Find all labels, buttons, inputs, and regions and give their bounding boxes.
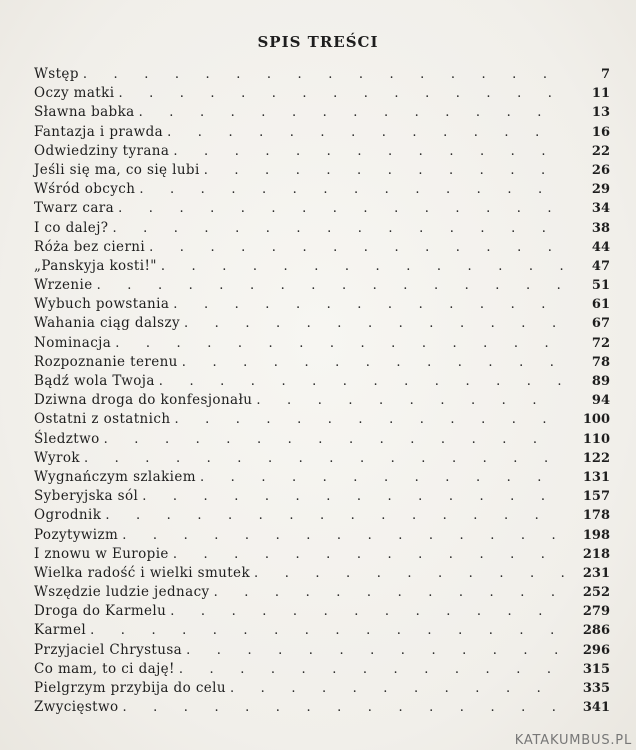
toc-entry-title: Rozpoznanie terenu — [34, 353, 178, 370]
toc-entry — [34, 488, 610, 507]
dot-leader — [112, 222, 564, 235]
dot-leader — [104, 433, 564, 446]
toc-entry-title: I co dalej? — [34, 219, 109, 236]
toc-entry-page: 286 — [582, 623, 610, 639]
dot-leader — [174, 413, 564, 426]
toc-entry-page: 198 — [582, 527, 610, 543]
toc-entry-title: Pielgrzym przybija do celu — [34, 680, 226, 696]
dot-leader — [182, 356, 564, 369]
dot-leader — [173, 145, 564, 158]
toc-entry — [34, 469, 610, 488]
toc-entry-title: Jeśli się ma, co się lubi — [34, 161, 200, 178]
toc-entry — [34, 661, 610, 680]
toc-entry — [34, 239, 610, 258]
toc-entry-title: I znowu w Europie — [34, 545, 169, 562]
toc-entry-page: 335 — [582, 681, 610, 696]
toc-entry-title: Róża bez cierni — [34, 238, 146, 255]
toc-entry-page: 34 — [591, 201, 610, 217]
toc-entry-title: Oczy matki — [34, 85, 115, 102]
toc-entry — [34, 680, 610, 699]
toc-entry — [34, 411, 610, 430]
dot-leader — [204, 164, 564, 177]
toc-entry — [34, 392, 610, 411]
dot-leader — [170, 605, 564, 618]
toc-entry-page: 157 — [582, 489, 610, 505]
toc-entry-title: Syberyjska sól — [34, 488, 139, 505]
toc-entry — [34, 315, 610, 334]
toc-entry — [34, 373, 610, 392]
toc-entry-title: Wstęp — [34, 66, 79, 82]
dot-leader — [159, 375, 564, 388]
dot-leader — [254, 567, 564, 580]
toc-entry — [34, 450, 610, 469]
toc-entry-title: Ogrodnik — [34, 507, 102, 524]
toc-entry-title: Dziwna droga do konfesjonału — [34, 392, 253, 409]
toc-entry-title: Karmel — [34, 622, 87, 639]
toc-entry — [34, 584, 610, 603]
dot-leader — [200, 471, 564, 484]
toc-entry-page: 341 — [582, 700, 610, 716]
toc-entry-page: 47 — [591, 258, 610, 274]
toc-entry — [34, 296, 610, 315]
toc-entry — [34, 143, 610, 162]
toc-entry — [34, 162, 610, 181]
dot-leader — [149, 241, 564, 254]
toc-entry-page: 218 — [582, 546, 610, 562]
toc-entry-page: 13 — [591, 105, 610, 121]
toc-entry — [34, 200, 610, 219]
toc-entry-title: Wahania ciąg dalszy — [34, 315, 180, 332]
dot-leader — [142, 490, 564, 503]
toc-entry-title: Pozytywizm — [34, 526, 119, 543]
dot-leader — [84, 452, 564, 465]
dot-leader — [186, 644, 564, 657]
toc-entry-title: Wybuch powstania — [34, 296, 170, 313]
toc-entry-title: Śledztwo — [34, 430, 100, 447]
dot-leader — [115, 337, 564, 350]
toc-entry-page: 29 — [591, 182, 610, 198]
toc-entry-title: Bądź wola Twoja — [34, 373, 155, 389]
toc-entry — [34, 546, 610, 565]
toc-entry-page: 51 — [591, 278, 610, 294]
toc-entry-page: 231 — [582, 565, 610, 581]
toc-entry-page: 100 — [582, 412, 610, 428]
toc-entry — [34, 622, 610, 641]
toc-entry-title: Odwiedziny tyrana — [34, 142, 170, 159]
toc-entry-title: Co mam, to ci daję! — [34, 660, 175, 677]
toc-entry-title: Wielka radość i wielki smutek — [34, 564, 251, 581]
dot-leader — [118, 202, 564, 215]
toc-entry-page: 315 — [582, 661, 610, 677]
toc-entry-page: 131 — [582, 469, 610, 485]
toc-entry-title: Nominacja — [34, 334, 112, 351]
dot-leader — [97, 279, 564, 292]
dot-leader — [230, 682, 564, 695]
toc-entry-title: Wrzenie — [34, 277, 93, 294]
dot-leader — [161, 260, 564, 273]
dot-leader — [179, 663, 564, 676]
toc-entry — [34, 507, 610, 526]
dot-leader — [184, 317, 564, 330]
toc-entry-title: Wszędzie ludzie jednacy — [34, 584, 210, 601]
toc-entry — [34, 104, 610, 123]
dot-leader — [139, 183, 564, 196]
toc-entry-page: 178 — [582, 508, 610, 524]
table-of-contents — [34, 66, 610, 718]
toc-entry-title: Przyjaciel Chrystusa — [34, 641, 183, 658]
toc-entry-title: Wygnańczym szlakiem — [34, 468, 196, 485]
toc-entry-title: Droga do Karmelu — [34, 603, 167, 620]
dot-leader — [167, 126, 564, 139]
dot-leader — [173, 548, 564, 561]
dot-leader — [122, 529, 564, 542]
toc-entry-page: 16 — [591, 124, 610, 140]
toc-entry-title: Sławna babka — [34, 104, 135, 121]
toc-heading: SPIS TREŚCI — [257, 33, 379, 51]
dot-leader — [173, 298, 564, 311]
toc-entry-page: 94 — [591, 393, 610, 409]
toc-entry — [34, 431, 610, 450]
toc-entry-page: 89 — [591, 374, 610, 389]
dot-leader — [139, 106, 564, 119]
watermark: KATAKUMBUS.PL — [514, 733, 632, 748]
toc-entry-page: 11 — [591, 86, 610, 102]
toc-entry-page: 296 — [582, 642, 610, 658]
toc-entry — [34, 354, 610, 373]
toc-entry — [34, 642, 610, 661]
toc-entry — [34, 66, 610, 85]
dot-leader — [256, 394, 564, 407]
toc-entry — [34, 181, 610, 200]
dot-leader — [83, 68, 564, 81]
toc-entry-page: 26 — [591, 162, 610, 178]
toc-entry-title: Wśród obcych — [34, 181, 136, 198]
toc-entry — [34, 603, 610, 622]
toc-entry — [34, 565, 610, 584]
toc-entry-page: 279 — [582, 604, 610, 620]
dot-leader — [90, 624, 564, 637]
toc-entry — [34, 277, 610, 296]
toc-entry-page: 67 — [591, 316, 610, 332]
toc-entry-page: 122 — [582, 450, 610, 466]
dot-leader — [105, 509, 564, 522]
toc-entry-page: 22 — [591, 143, 610, 159]
toc-entry-title: Fantazja i prawda — [34, 123, 164, 140]
toc-entry-page: 252 — [582, 585, 610, 601]
toc-entry — [34, 124, 610, 143]
toc-entry — [34, 527, 610, 546]
dot-leader — [118, 87, 564, 100]
toc-entry — [34, 335, 610, 354]
dot-leader — [122, 701, 564, 714]
toc-entry — [34, 699, 610, 718]
toc-entry-title: „Panskyja kosti!" — [34, 257, 157, 274]
toc-entry-page: 61 — [591, 297, 610, 313]
toc-entry-title: Twarz cara — [34, 200, 115, 217]
toc-entry-page: 38 — [591, 220, 610, 236]
dot-leader — [214, 586, 564, 599]
toc-entry-page: 44 — [591, 239, 610, 255]
toc-entry-page: 72 — [591, 335, 610, 351]
toc-entry-title: Wyrok — [34, 449, 80, 466]
toc-entry-page: 78 — [591, 354, 610, 370]
toc-entry-title: Zwycięstwo — [34, 699, 119, 716]
toc-entry — [34, 258, 610, 277]
toc-entry-title: Ostatni z ostatnich — [34, 411, 171, 428]
toc-entry — [34, 85, 610, 104]
toc-entry-page: 110 — [582, 431, 610, 447]
toc-entry-page: 7 — [600, 67, 610, 82]
toc-entry — [34, 220, 610, 239]
